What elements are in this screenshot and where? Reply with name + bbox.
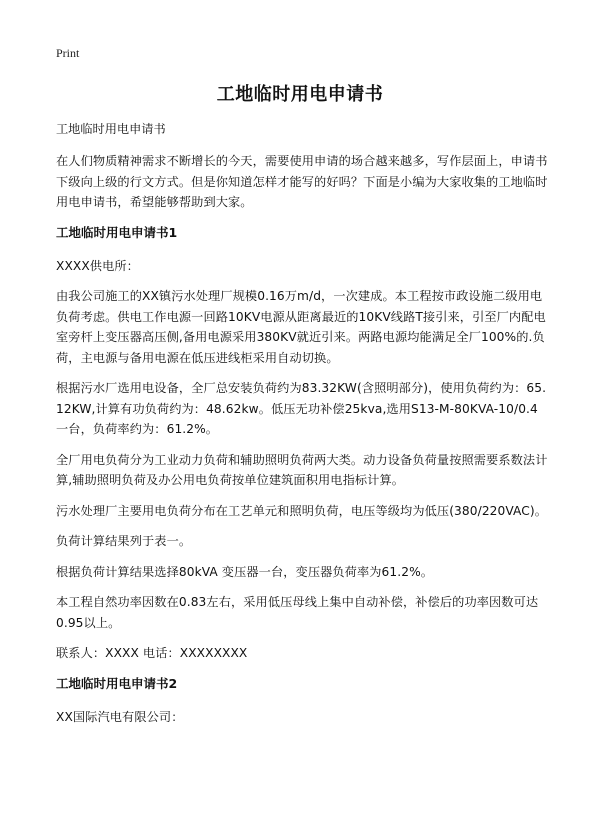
section-1-contact: 联系人：XXXX 电话：XXXXXXXX: [56, 646, 248, 660]
section-1-heading: 工地临时用电申请书1: [56, 224, 178, 240]
print-link[interactable]: Print: [56, 46, 80, 60]
section-2-heading: 工地临时用电申请书2: [56, 675, 178, 691]
document-subtitle: 工地临时用电申请书: [56, 122, 166, 136]
section-1-paragraph-2: 根据污水厂选用电设备，全厂总安装负荷约为83.32KW(含照明部分)，使用负荷约为：65.12KW,计算有功负荷约为：48.62kw。低压无功补偿25kva,选用S13-M-80KVA-10/0.4一台，负荷率约为：61.2%。: [56, 381, 547, 436]
section-1-paragraph-7: 本工程自然功率因数在0.83左右，采用低压母线上集中自动补偿，补偿后的功率因数可达0.95以上。: [56, 595, 539, 630]
document-body: [56, 119, 548, 737]
intro-paragraph: 在人们物质精神需求不断增长的今天，需要使用申请的场合越来越多，写作层面上，申请书下级向上级的行文方式。但是你知道怎样才能写的好吗？下面是小编为大家收集的工地临时用电申请书，希望能够帮助到大家。: [56, 154, 548, 209]
section-1-paragraph-5: 负荷计算结果列于表一。: [56, 534, 192, 548]
section-1-paragraph-3: 全厂用电负荷分为工业动力负荷和辅助照明负荷两大类。动力设备负荷量按照需要系数法计算,辅助照明负荷及办公用电负荷按单位建筑面积用电指标计算。: [56, 452, 548, 487]
section-1-paragraph-6: 根据负荷计算结果选择80kVA 变压器一台，变压器负荷率为61.2%。: [56, 564, 434, 579]
section-1-paragraph-4: 污水处理厂主要用电负荷分布在工艺单元和照明负荷，电压等级均为低压(380/220VAC)。: [56, 503, 548, 518]
section-2-salutation: XX国际汽电有限公司：: [56, 709, 184, 724]
section-1-salutation: XXXX供电所：: [56, 258, 139, 273]
section-1-paragraph-1: 由我公司施工的XX镇污水处理厂规模0.16万m/d，一次建成。本工程按市政设施二级用电负荷考虑。供电工作电源一回路10KV电源从距离最近的10KV线路T接引来，引至厂内配电室旁杆上变压器高压侧,备用电源采用380KV就近引来。两路电源均能满足全厂100%的.负荷，主电源与备用电源在低压进线柜采用自动切换。: [56, 289, 546, 365]
document-title: 工地临时用电申请书: [216, 84, 384, 105]
